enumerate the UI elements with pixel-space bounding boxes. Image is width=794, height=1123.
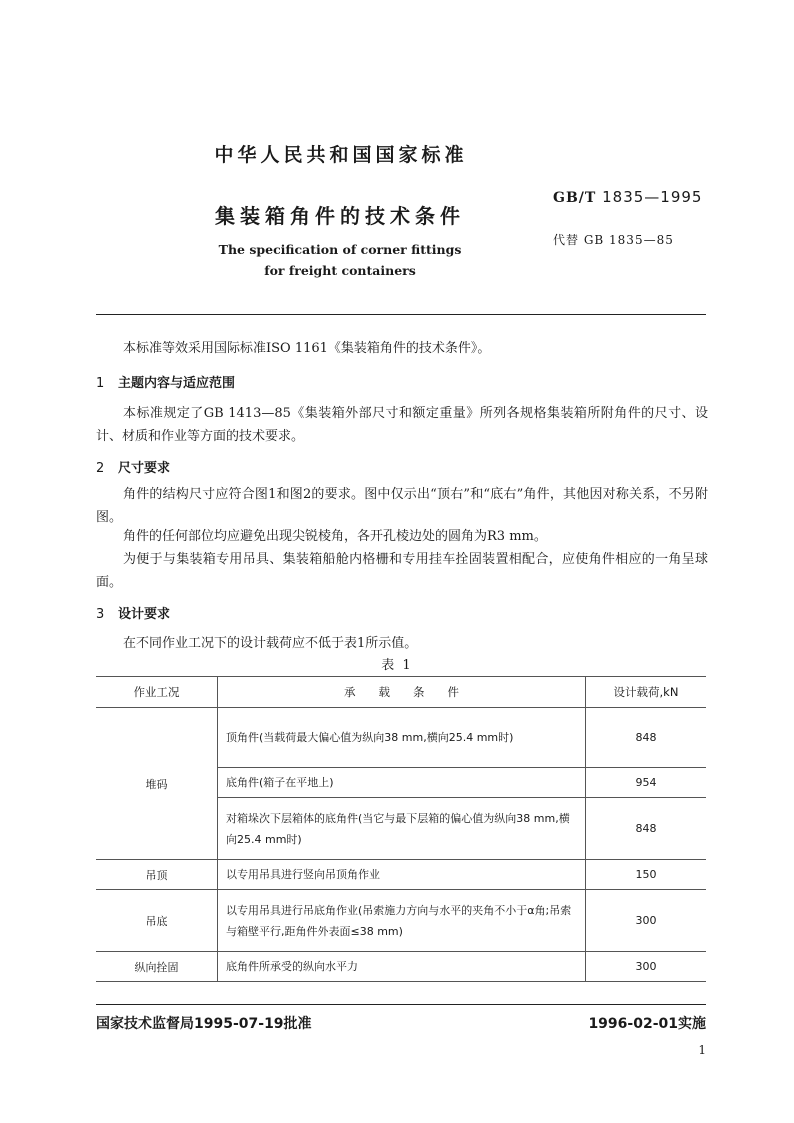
section-2-paragraph-2: 角件的任何部位均应避免出现尖锐棱角，各开孔棱边处的圆角为R3 mm。 [123,529,547,544]
table-header-row [96,677,706,708]
approval-date: 国家技术监督局1995-07-19批准 [96,1016,312,1032]
section-number: 1 [96,376,105,391]
section-1-paragraph: 本标准规定了GB 1413—85《集装箱外部尺寸和额定重量》所列各规格集装箱所附角件的尺寸、设计、材质和作业等方面的技术要求。 [96,406,708,444]
standard-code: 1835—1995 [602,188,703,206]
value-cell: 300 [586,890,707,952]
value-cell: 848 [586,708,707,768]
header-load-condition: 承 载 条 件 [218,677,586,708]
document-title: 集装箱角件的技术条件 [215,204,465,228]
load-cell: 以专用吊具进行竖向吊顶角作业 [218,860,586,890]
load-cell: 底角件(箱子在平地上) [218,768,586,798]
replaces-note: 代替 GB 1835—85 [553,233,674,247]
header-divider [96,314,706,315]
standard-heading: 中华人民共和国国家标准 [214,144,468,166]
section-2-paragraph-3: 为便于与集装箱专用吊具、集装箱船舱内格栅和专用挂车拴固装置相配合，应使角件相应的一角呈球面。 [96,552,708,590]
section-3-heading [96,603,170,622]
table-row [96,860,706,890]
design-load-table [96,676,706,982]
implementation-date: 1996-02-01实施 [588,1016,706,1032]
english-title-line2: for freight containers [264,263,416,278]
section-number: 2 [96,461,105,476]
section-title: 设计要求 [118,607,171,622]
section-title: 主题内容与适应范围 [118,376,236,391]
table-row [96,708,706,768]
table-caption: 表 1 [381,658,413,673]
table-row [96,890,706,952]
table-row [96,952,706,982]
condition-cell: 纵向拴固 [96,952,218,982]
section-2-paragraph-1: 角件的结构尺寸应符合图1和图2的要求。图中仅示出“顶右”和“底右”角件，其他因对称关系，不另附图。 [96,487,708,525]
intro-paragraph: 本标准等效采用国际标准ISO 1161《集装箱角件的技术条件》。 [123,341,491,356]
section-title: 尺寸要求 [118,461,171,476]
value-cell: 300 [586,952,707,982]
footer-divider [96,1004,706,1005]
value-cell: 954 [586,768,707,798]
section-3-paragraph: 在不同作业工况下的设计载荷应不低于表1所示值。 [123,636,418,651]
load-cell: 顶角件(当载荷最大偏心值为纵向38 mm,横向25.4 mm时) [218,708,586,768]
section-2-heading [96,457,170,476]
header-design-load: 设计载荷,kN [586,677,707,708]
section-1-heading [96,372,235,391]
section-number: 3 [96,607,105,622]
condition-cell: 吊顶 [96,860,218,890]
page-number: 1 [698,1043,706,1057]
english-title-line1: The specification of corner fittings [218,242,462,257]
load-cell: 底角件所承受的纵向水平力 [218,952,586,982]
standard-prefix: GB/T [553,190,597,206]
value-cell: 150 [586,860,707,890]
condition-cell: 吊底 [96,890,218,952]
load-cell: 对箱垛次下层箱体的底角件(当它与最下层箱的偏心值为纵向38 mm,横向25.4 mm时) [218,798,586,860]
condition-cell: 堆码 [96,708,218,860]
value-cell: 848 [586,798,707,860]
header-condition: 作业工况 [96,677,218,708]
load-cell: 以专用吊具进行吊底角作业(吊索施力方向与水平的夹角不小于α角;吊索与箱壁平行,距角件外表面≤38 mm) [218,890,586,952]
